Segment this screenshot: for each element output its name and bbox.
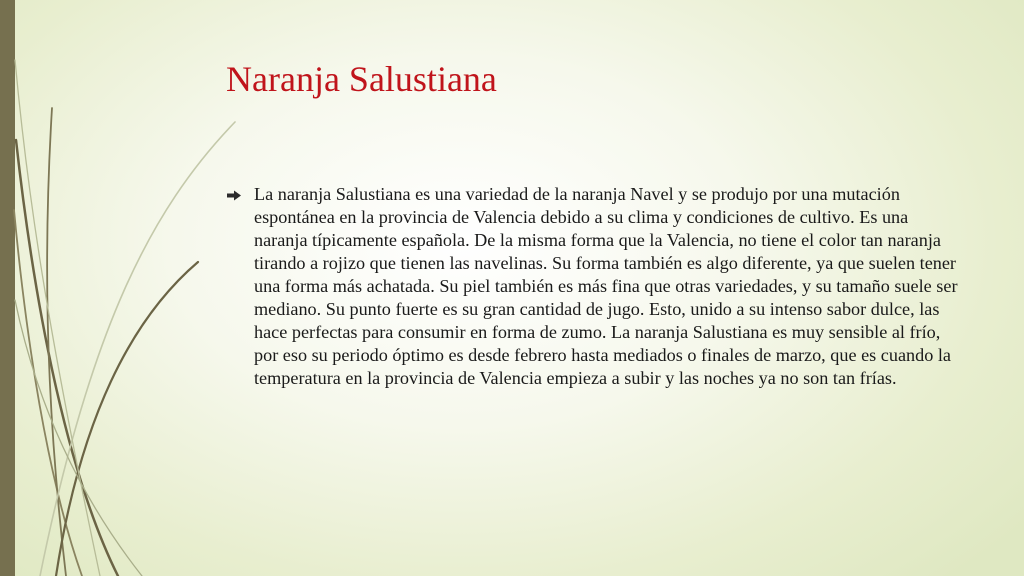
bullet-list: [226, 183, 966, 390]
slide-title: Naranja Salustiana: [226, 59, 497, 99]
arrow-right-icon: [226, 190, 242, 201]
bullet-item: [226, 183, 966, 390]
decorative-stems-graphic: [0, 0, 260, 576]
bullet-text: La naranja Salustiana es una variedad de la naranja Navel y se produjo por una mutación espontánea en la provincia de Valencia debido a su clima y condiciones de cultivo. Es una naranja típicamente española. De la misma forma que la Valencia, no tiene el color tan naranja tirando a rojizo que tienen las navelinas. Su forma también es algo diferente, ya que suelen tener una forma más achatada. Su piel también es más fina que otras variedades, y su tamaño suele ser mediano. Su punto fuerte es su gran cantidad de jugo. Esto, unido a su intenso sabor dulce, las hace perfectas para consumir en forma de zumo. La naranja Salustiana es muy sensible al frío, por eso su periodo óptimo es desde febrero hasta mediados o finales de marzo, que es cuando la temperatura en la provincia de Valencia empieza a subir y las noches ya no son tan frías.: [254, 184, 958, 388]
